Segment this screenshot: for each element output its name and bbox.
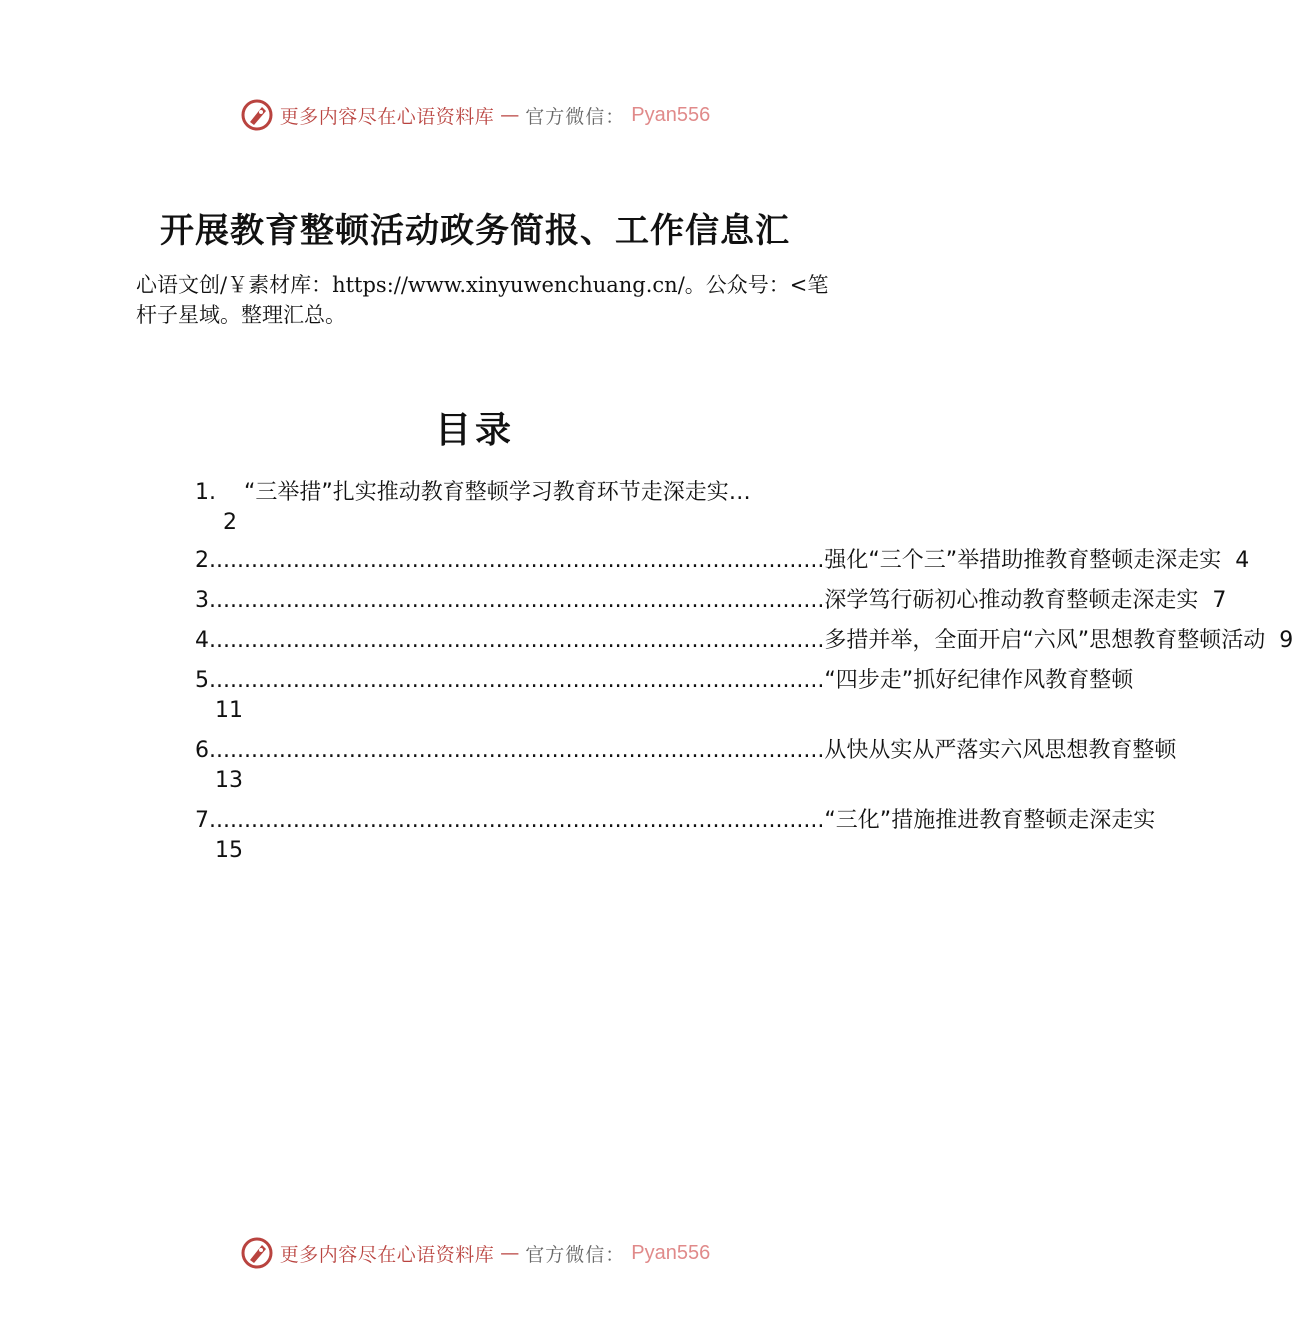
banner-wechat-label: 官方微信： xyxy=(525,105,626,128)
toc-item-6[interactable] xyxy=(195,736,1177,796)
table-of-contents xyxy=(195,478,1293,876)
toc-item-number: 1. xyxy=(195,480,216,505)
toc-item-title: 深学笃行砺初心推动教育整顿走深走实 xyxy=(824,588,1199,613)
banner-separator: — xyxy=(500,104,520,126)
toc-item-2[interactable] xyxy=(195,546,1250,576)
toc-item-3[interactable] xyxy=(195,586,1227,616)
toc-item-page: 13 xyxy=(215,768,243,793)
footer-banner xyxy=(0,1233,950,1273)
document-title: 开展教育整顿活动政务简报、工作信息汇 xyxy=(160,211,790,251)
toc-leader-dots: ........................................................................................ xyxy=(209,808,825,833)
toc-item-number: 3 xyxy=(195,588,209,613)
banner-wechat-id: Pyan556 xyxy=(631,1241,711,1264)
toc-item-title: “三化”措施推进教育整顿走深走实 xyxy=(824,808,1156,833)
toc-item-title: “三举措”扎实推动教育整顿学习教育环节走深走实… xyxy=(244,480,751,505)
toc-item-1[interactable] xyxy=(195,478,845,538)
banner-wechat-label: 官方微信： xyxy=(525,1243,626,1266)
toc-item-page: 2 xyxy=(223,510,237,535)
toc-item-page: 7 xyxy=(1212,588,1227,613)
toc-item-title: 从快从实从严落实六风思想教育整顿 xyxy=(824,738,1177,763)
toc-item-4[interactable] xyxy=(195,626,1293,656)
toc-leader-dots: ........................................................................................ xyxy=(209,738,825,763)
toc-leader-dots: ........................................................................................ xyxy=(209,548,825,573)
banner-text: 更多内容尽在心语资料库 xyxy=(279,105,495,128)
pen-nib-logo-icon xyxy=(240,98,274,132)
banner-separator: — xyxy=(500,1242,520,1264)
pen-nib-logo-icon xyxy=(240,1236,274,1270)
toc-heading: 目录 xyxy=(434,409,515,451)
banner-wechat-id: Pyan556 xyxy=(631,103,711,126)
toc-item-title: “四步走”抓好纪律作风教育整顿 xyxy=(824,668,1134,693)
toc-item-page: 15 xyxy=(215,838,243,863)
toc-item-page: 9 xyxy=(1279,628,1293,653)
toc-item-title: 多措并举，全面开启“六风”思想教育整顿活动 xyxy=(824,628,1266,653)
toc-item-number: 5 xyxy=(195,668,209,693)
banner-text: 更多内容尽在心语资料库 xyxy=(279,1243,495,1266)
toc-item-number: 7 xyxy=(195,808,209,833)
toc-leader-dots: ........................................................................................ xyxy=(209,628,825,653)
source-note: 心语文创/￥素材库：https://www.xinyuwenchuang.cn/。公众号：<笔杆子星域。整理汇总。 xyxy=(136,273,829,327)
toc-item-title: 强化“三个三”举措助推教育整顿走深走实 xyxy=(824,548,1222,573)
toc-item-page: 4 xyxy=(1235,548,1250,573)
toc-leader-dots: ........................................................................................ xyxy=(209,668,825,693)
toc-item-number: 6 xyxy=(195,738,209,763)
toc-leader-dots: ........................................................................................ xyxy=(209,588,825,613)
toc-item-7[interactable] xyxy=(195,806,1156,866)
toc-item-number: 2 xyxy=(195,548,209,573)
header-banner xyxy=(0,95,950,135)
toc-item-5[interactable] xyxy=(195,666,1134,726)
toc-item-number: 4 xyxy=(195,628,209,653)
toc-item-page: 11 xyxy=(215,698,243,723)
